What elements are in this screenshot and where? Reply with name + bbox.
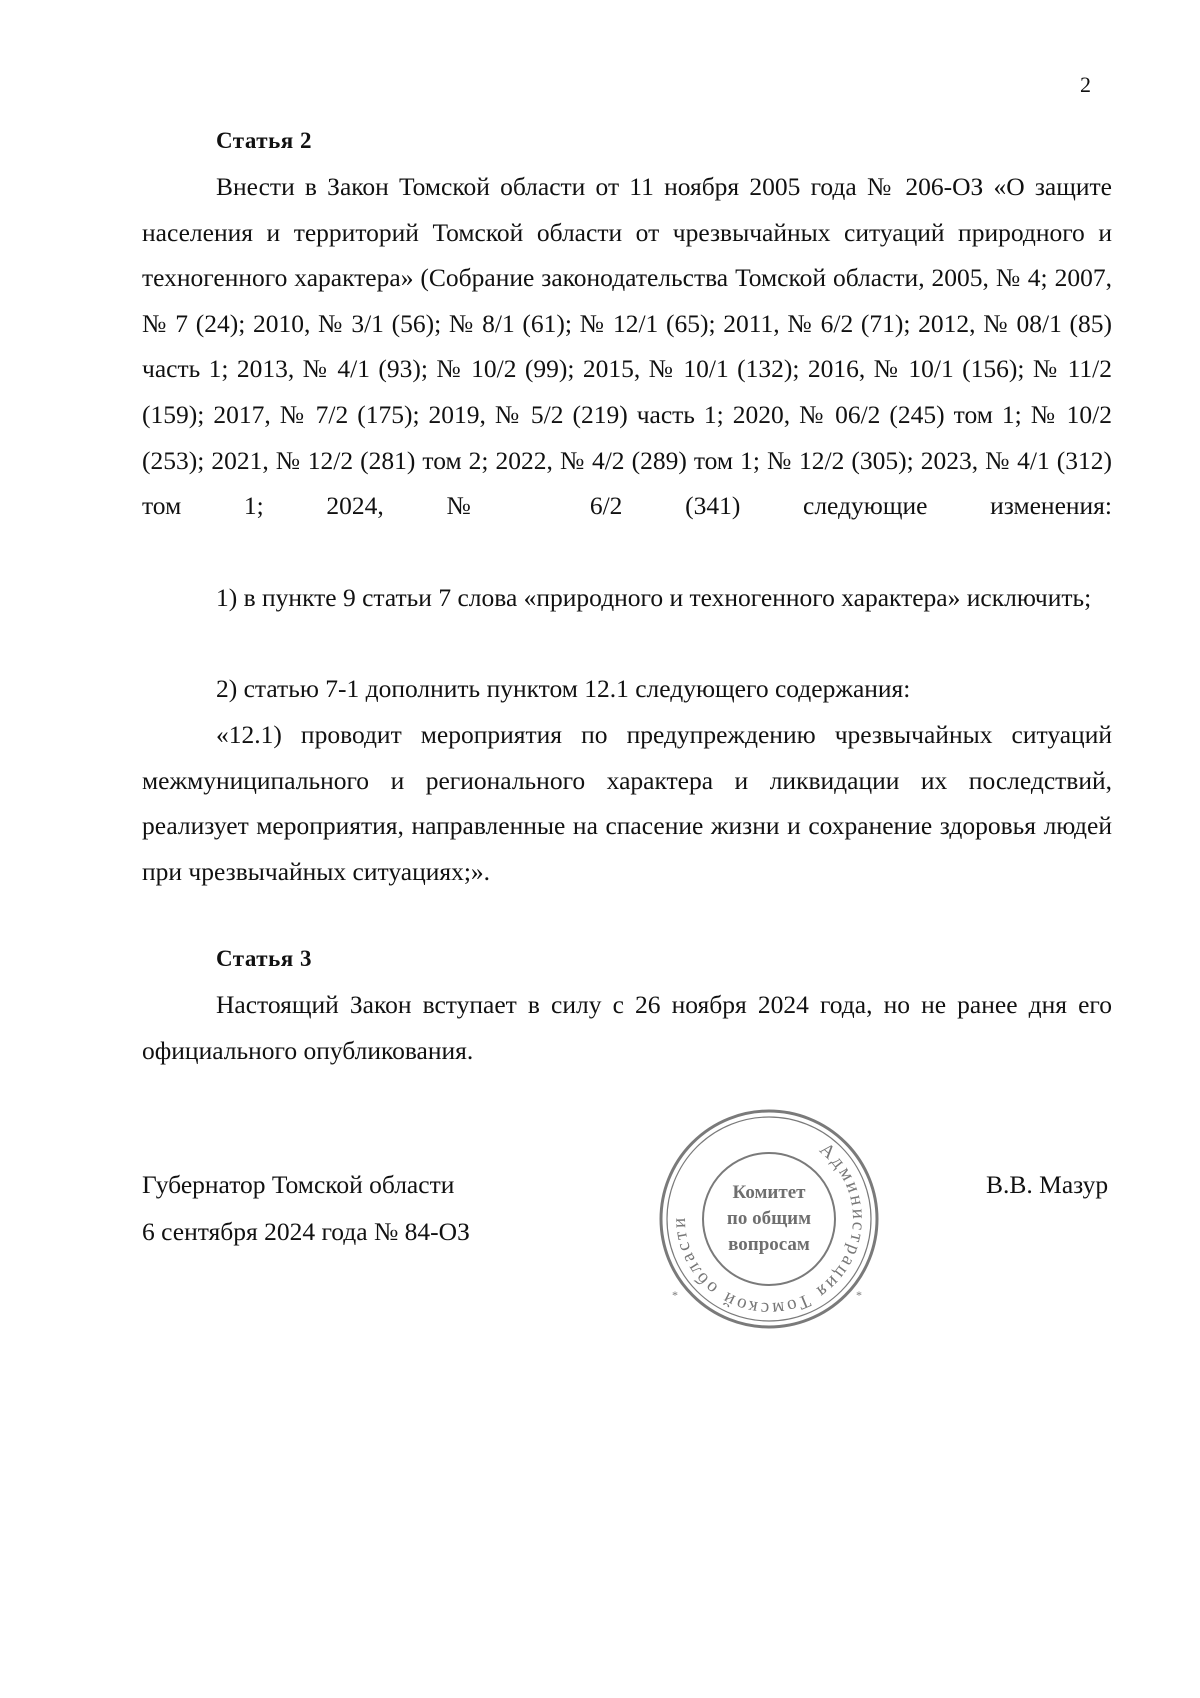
item-1-text: 1) в пункте 9 статьи 7 слова «природного и техногенного характера» исключить; <box>216 583 1092 612</box>
article-2-intro-text: Внести в Закон Томской области от 11 ноября 2005 года № 206-ОЗ «О защите населения и территорий Томской области от чрезвычайных ситуаций природного и техногенного характера» (Собрание законодательства Томской области, 2005, № 4; 2007, № 7 (24); 2010, № 3/1 (56); № 8/1 (61); № 12/1 (65); 2011, № 6/2 (71); 2012, № 08/1 (85) часть 1; 2013, № 4/1 (93); № 10/2 (99); 2015, № 10/1 (132); 2016, № 10/1 (156); № 11/2 (159); 2017, № 7/2 (175); 2019, № 5/2 (219) часть 1; 2020, № 06/2 (245) том 1; № 10/2 (253); 2021, № 12/2 (281) том 2; 2022, № 4/2 (289) том 1; № 12/2 (305); 2023, № 4/1 (312) том 1; 2024, № 6/2 (341) следующие изменения: <box>142 172 1112 521</box>
law-date-number: 6 сентября 2024 года № 84-ОЗ <box>142 1217 470 1246</box>
seal-ring-text <box>669 1139 869 1319</box>
seal-star-left: * <box>672 1288 678 1302</box>
official-seal <box>644 1094 894 1344</box>
page-number: 2 <box>1080 72 1091 97</box>
seal-star-right: * <box>856 1288 862 1302</box>
article-3-paragraph <box>142 982 1112 1073</box>
article-2-heading: Статья 2 <box>216 128 312 153</box>
article-2-quote-paragraph <box>142 712 1112 894</box>
article-2-intro-paragraph <box>142 164 1112 529</box>
seal-graphic <box>644 1094 894 1344</box>
seal-center-line-3: вопросам <box>728 1234 810 1255</box>
signatory-title: Губернатор Томской области <box>142 1170 455 1199</box>
article-3-heading: Статья 3 <box>216 946 312 971</box>
seal-center-line-2: по общим <box>726 1208 812 1229</box>
signatory-name: В.В. Мазур <box>986 1170 1109 1199</box>
seal-ring-text-path: Администрация Томской области <box>668 1138 870 1320</box>
quote-text: «12.1) проводит мероприятия по предупреждению чрезвычайных ситуаций межмуниципального и регионального характера и ликвидации их последствий, реализует мероприятия, направленные на спасение жизни и сохранение здоровья людей при чрезвычайных ситуациях;». <box>142 720 1112 886</box>
article-3-text: Настоящий Закон вступает в силу с 26 ноября 2024 года, но не ранее дня его официального опубликования. <box>142 990 1112 1065</box>
article-2-item-2 <box>142 666 1112 712</box>
item-2-text: 2) статью 7-1 дополнить пунктом 12.1 следующего содержания: <box>216 674 911 703</box>
seal-center-line-1: Комитет <box>732 1182 806 1203</box>
article-2-item-1 <box>142 575 1112 621</box>
